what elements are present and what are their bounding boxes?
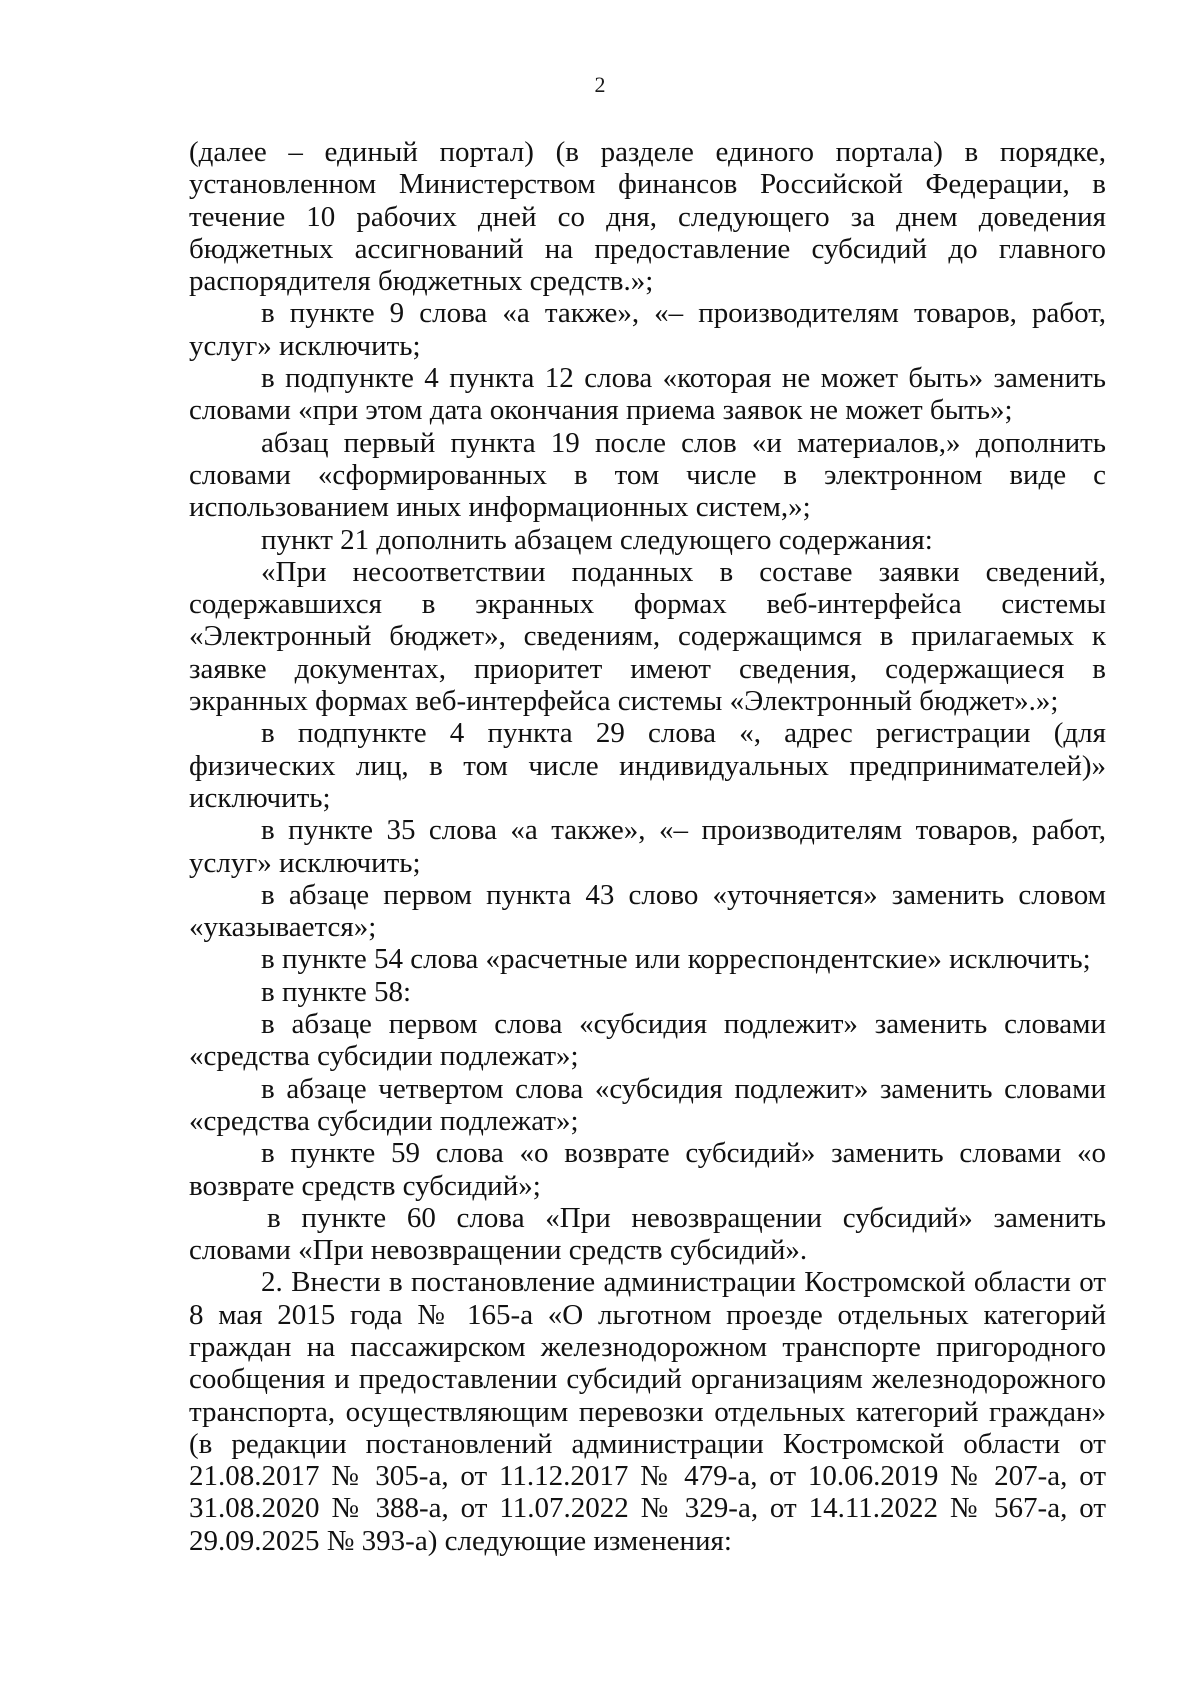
paragraph-item-12: в подпункте 4 пункта 12 слова «которая не может быть» заменить словами «при этом дата окончания приема заявок не может быть»; xyxy=(189,362,1106,427)
paragraph-continuation: (далее – единый портал) (в разделе единого портала) в порядке, установленном Министерством финансов Российской Федерации, в течение 10 рабочих дней со дня, следующего за днем доведения бюджетных ассигнований на предоставление субсидий до главного распорядителя бюджетных средств.»; xyxy=(189,136,1106,298)
paragraph-item-54: в пункте 54 слова «расчетные или корреспондентские» исключить; xyxy=(261,943,1091,976)
page-number: 2 xyxy=(594,72,606,97)
paragraph-quote-21: «При несоответствии поданных в составе заявки сведений, содержавшихся в экранных формах веб-интерфейса системы «Электронный бюджет», сведениям, содержащимся в прилагаемых к заявке документах, приоритет имеют сведения, содержащиеся в экранных формах веб-интерфейса системы «Электронный бюджет».»; xyxy=(189,555,1106,718)
paragraph-item-59: в пункте 59 слова «о возврате субсидий» заменить словами «о возврате средств субсидий»; xyxy=(189,1137,1106,1202)
paragraph-item-43: в абзаце первом пункта 43 слово «уточняется» заменить словом «указывается»; xyxy=(189,878,1106,944)
paragraph-item-29: в подпункте 4 пункта 29 слова «, адрес регистрации (для физических лиц, в том числе индивидуальных предпринимателей)» исключить; xyxy=(189,717,1106,814)
paragraph-item-19: абзац первый пункта 19 после слов «и материалов,» дополнить словами «сформированных в том числе в электронном виде с использованием иных информационных систем,»; xyxy=(189,426,1106,524)
paragraph-item-9: в пункте 9 слова «а также», «– производителям товаров, работ, услуг» исключить; xyxy=(189,297,1106,362)
paragraph-item-35: в пункте 35 слова «а также», «– производителям товаров, работ, услуг» исключить; xyxy=(189,814,1106,879)
paragraph-item-58: в пункте 58: xyxy=(261,975,412,1008)
paragraph-item-60: в пункте 60 слова «При невозвращении субсидий» заменить словами «При невозвращении средств субсидий». xyxy=(189,1201,1106,1267)
paragraph-item-58-fourth: в абзаце четвертом слова «субсидия подлежит» заменить словами «средства субсидии подлежат»; xyxy=(189,1072,1106,1137)
paragraph-section-2: 2. Внести в постановление администрации Костромской области от 8 мая 2015 года № 165-а «О льготном проезде отдельных категорий граждан на пассажирском железнодорожном транспорте пригородного сообщения и предоставлении субсидий организациям железнодорожного транспорта, осуществляющим перевозки отдельных категорий граждан» (в редакции постановлений администрации Костромской области от 21.08.2017 № 305-а, от 11.12.2017 № 479-а, от 10.06.2019 № 207-а, от 31.08.2020 № 388-а, от 11.07.2022 № 329-а, от 14.11.2022 № 567-а, от 29.09.2025 № 393-а) следующие изменения: xyxy=(189,1266,1106,1557)
document-body xyxy=(189,136,1106,1557)
paragraph-item-58-first: в абзаце первом слова «субсидия подлежит» заменить словами «средства субсидии подлежат»; xyxy=(189,1008,1106,1073)
paragraph-item-21: пункт 21 дополнить абзацем следующего содержания: xyxy=(261,523,933,556)
